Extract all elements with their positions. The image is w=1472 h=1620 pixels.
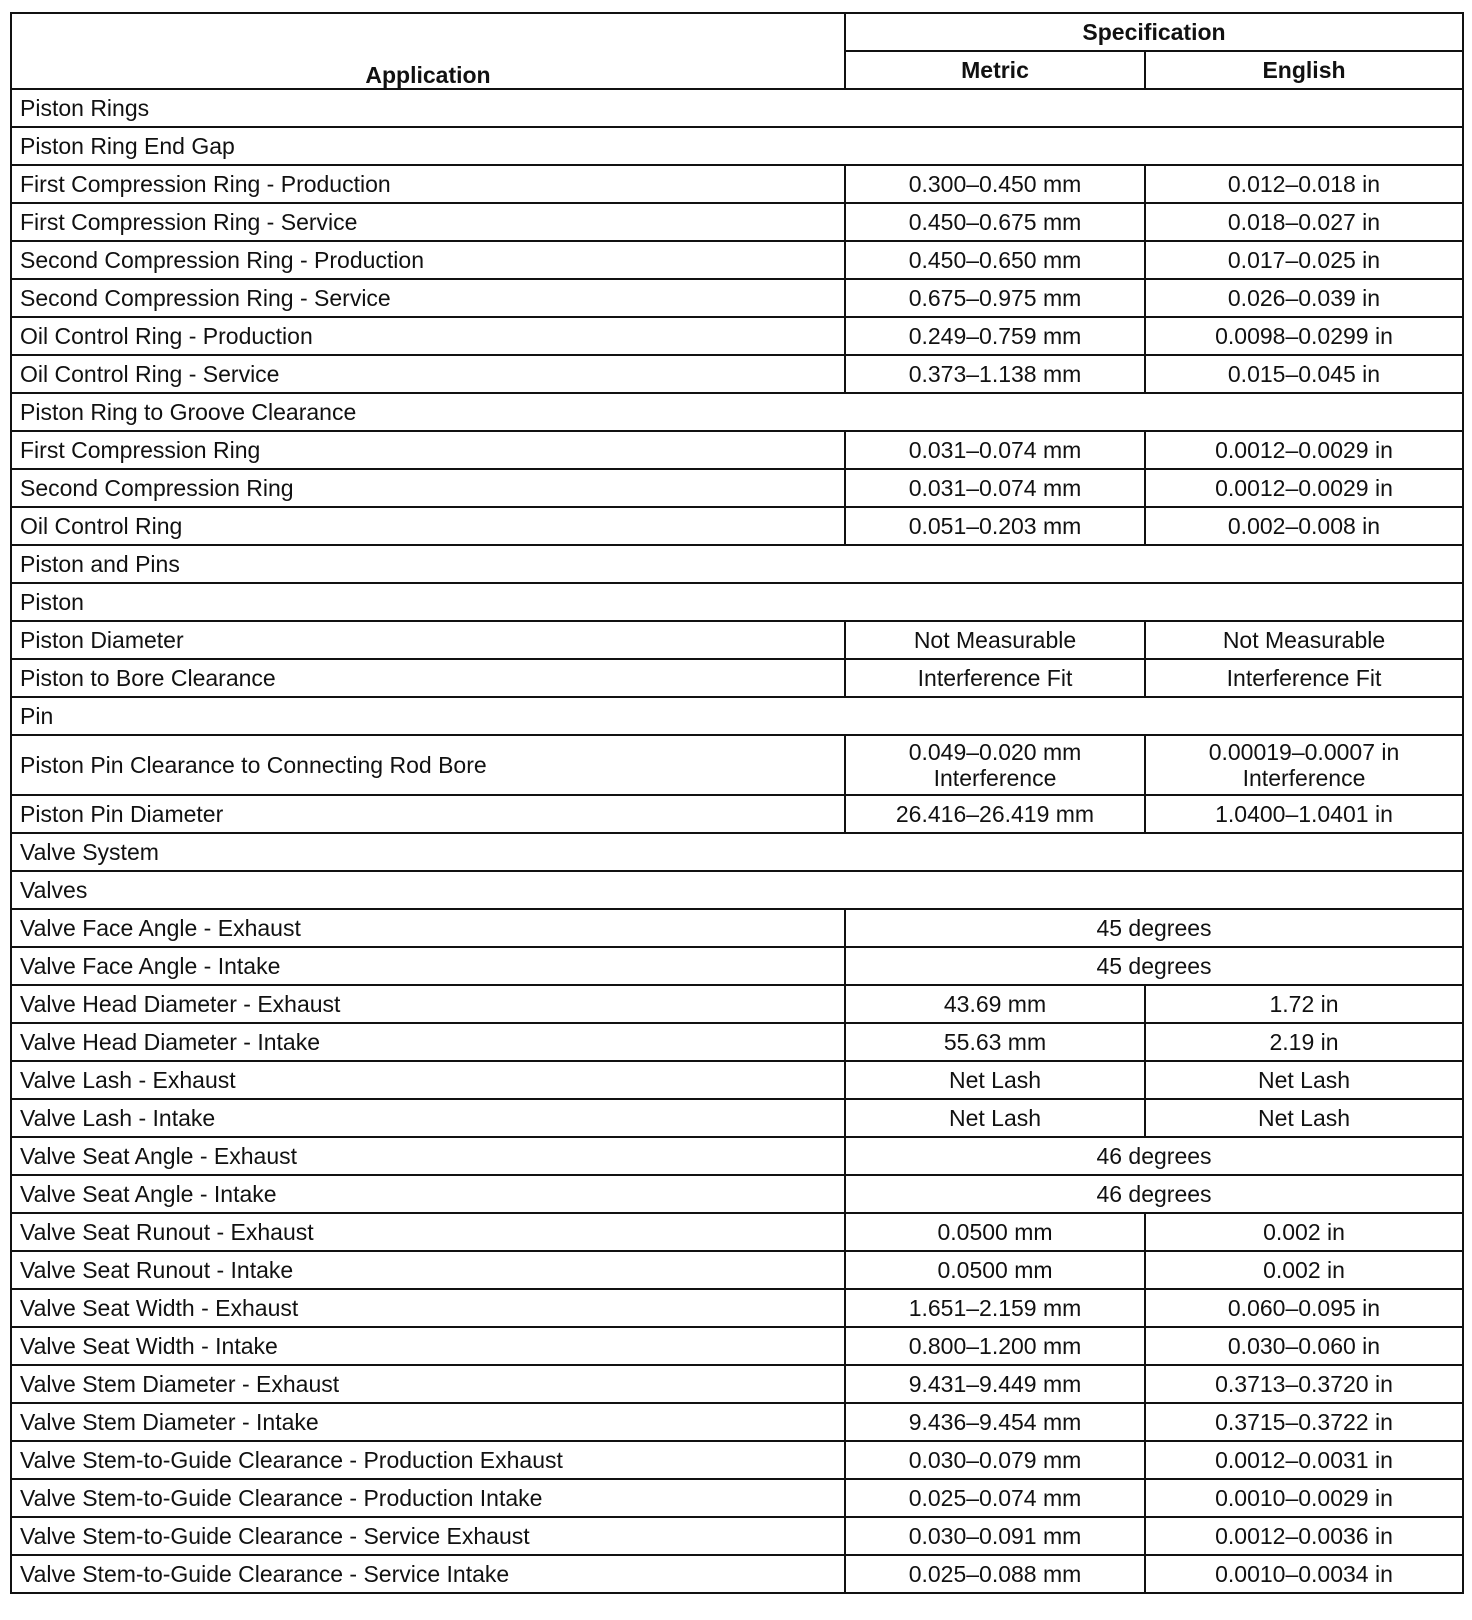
spec-value-cell: 45 degrees	[845, 909, 1463, 947]
metric-cell: 26.416–26.419 mm	[845, 795, 1145, 833]
application-cell: Second Compression Ring - Service	[11, 279, 845, 317]
metric-cell: 0.030–0.091 mm	[845, 1517, 1145, 1555]
metric-value: 0.049–0.020 mm	[908, 739, 1082, 765]
application-cell: Oil Control Ring - Production	[11, 317, 845, 355]
metric-cell: 0.675–0.975 mm	[845, 279, 1145, 317]
section-row	[11, 545, 1463, 583]
table-row	[11, 1175, 1463, 1213]
table-row	[11, 1555, 1463, 1593]
application-cell: Valve Head Diameter - Intake	[11, 1023, 845, 1061]
metric-cell: 0.0500 mm	[845, 1213, 1145, 1251]
application-cell: Valve Seat Angle - Intake	[11, 1175, 845, 1213]
metric-cell: 43.69 mm	[845, 985, 1145, 1023]
metric-cell: 0.450–0.675 mm	[845, 203, 1145, 241]
english-cell: 0.0012–0.0036 in	[1145, 1517, 1463, 1555]
specification-table	[10, 12, 1464, 1594]
english-cell: 0.3715–0.3722 in	[1145, 1403, 1463, 1441]
english-cell: 0.0010–0.0034 in	[1145, 1555, 1463, 1593]
metric-cell: Not Measurable	[845, 621, 1145, 659]
english-cell: 0.0012–0.0031 in	[1145, 1441, 1463, 1479]
spec-sheet	[10, 12, 1462, 1594]
application-cell: First Compression Ring - Service	[11, 203, 845, 241]
application-cell: Valve Stem Diameter - Intake	[11, 1403, 845, 1441]
metric-cell: 0.031–0.074 mm	[845, 431, 1145, 469]
table-row	[11, 1023, 1463, 1061]
table-row	[11, 1403, 1463, 1441]
table-row	[11, 909, 1463, 947]
application-cell: Valve Lash - Exhaust	[11, 1061, 845, 1099]
section-label: Piston	[11, 583, 1463, 621]
english-cell: 0.026–0.039 in	[1145, 279, 1463, 317]
application-cell: Oil Control Ring	[11, 507, 845, 545]
table-row	[11, 947, 1463, 985]
table-row	[11, 1441, 1463, 1479]
metric-cell: Interference Fit	[845, 659, 1145, 697]
english-cell: Net Lash	[1145, 1061, 1463, 1099]
application-cell: Valve Seat Angle - Exhaust	[11, 1137, 845, 1175]
english-cell: 0.012–0.018 in	[1145, 165, 1463, 203]
application-cell: Valve Seat Width - Intake	[11, 1327, 845, 1365]
table-row	[11, 985, 1463, 1023]
metric-cell	[845, 735, 1145, 795]
table-row	[11, 317, 1463, 355]
section-row	[11, 871, 1463, 909]
metric-cell: 0.031–0.074 mm	[845, 469, 1145, 507]
english-cell: 1.72 in	[1145, 985, 1463, 1023]
spec-value-cell: 46 degrees	[845, 1175, 1463, 1213]
metric-column-header: Metric	[845, 51, 1145, 89]
metric-cell: 0.249–0.759 mm	[845, 317, 1145, 355]
metric-cell: 0.800–1.200 mm	[845, 1327, 1145, 1365]
table-row	[11, 795, 1463, 833]
english-cell: 0.0098–0.0299 in	[1145, 317, 1463, 355]
metric-cell: 1.651–2.159 mm	[845, 1289, 1145, 1327]
table-row	[11, 1137, 1463, 1175]
english-cell: 0.002 in	[1145, 1213, 1463, 1251]
english-cell: 0.002 in	[1145, 1251, 1463, 1289]
application-cell: Valve Face Angle - Intake	[11, 947, 845, 985]
table-row	[11, 1479, 1463, 1517]
application-cell: Valve Seat Runout - Intake	[11, 1251, 845, 1289]
english-value: 0.00019–0.0007 in	[1208, 739, 1400, 765]
application-cell: Valve Stem-to-Guide Clearance - Production Intake	[11, 1479, 845, 1517]
spec-value-cell: 45 degrees	[845, 947, 1463, 985]
table-row	[11, 1251, 1463, 1289]
application-cell: Second Compression Ring	[11, 469, 845, 507]
english-cell: Net Lash	[1145, 1099, 1463, 1137]
english-cell: Not Measurable	[1145, 621, 1463, 659]
table-row	[11, 1289, 1463, 1327]
english-cell: 0.0010–0.0029 in	[1145, 1479, 1463, 1517]
application-cell: Valve Face Angle - Exhaust	[11, 909, 845, 947]
table-row	[11, 279, 1463, 317]
spec-value-cell: 46 degrees	[845, 1137, 1463, 1175]
application-cell: Valve Stem-to-Guide Clearance - Service Intake	[11, 1555, 845, 1593]
application-cell: Piston Pin Diameter	[11, 795, 845, 833]
metric-cell: 0.051–0.203 mm	[845, 507, 1145, 545]
section-label: Piston and Pins	[11, 545, 1463, 583]
metric-cell: 0.300–0.450 mm	[845, 165, 1145, 203]
section-row	[11, 833, 1463, 871]
section-label: Valve System	[11, 833, 1463, 871]
section-label: Piston Ring to Groove Clearance	[11, 393, 1463, 431]
english-cell: 0.0012–0.0029 in	[1145, 469, 1463, 507]
metric-cell: 0.0500 mm	[845, 1251, 1145, 1289]
section-label: Piston Rings	[11, 89, 1463, 127]
application-cell: Oil Control Ring - Service	[11, 355, 845, 393]
application-cell: First Compression Ring - Production	[11, 165, 845, 203]
table-row	[11, 1213, 1463, 1251]
application-cell: Piston to Bore Clearance	[11, 659, 845, 697]
application-cell: Piston Pin Clearance to Connecting Rod Bore	[11, 735, 845, 795]
application-cell: Valve Seat Runout - Exhaust	[11, 1213, 845, 1251]
application-cell: Valve Stem Diameter - Exhaust	[11, 1365, 845, 1403]
metric-cell: 9.436–9.454 mm	[845, 1403, 1145, 1441]
table-row	[11, 507, 1463, 545]
english-cell: 2.19 in	[1145, 1023, 1463, 1061]
table-row	[11, 735, 1463, 795]
application-cell: Piston Diameter	[11, 621, 845, 659]
application-cell: Second Compression Ring - Production	[11, 241, 845, 279]
section-row	[11, 697, 1463, 735]
section-label: Piston Ring End Gap	[11, 127, 1463, 165]
english-cell: 0.3713–0.3720 in	[1145, 1365, 1463, 1403]
table-row	[11, 1365, 1463, 1403]
table-row	[11, 1099, 1463, 1137]
table-row	[11, 203, 1463, 241]
application-cell: Valve Lash - Intake	[11, 1099, 845, 1137]
english-cell: 0.030–0.060 in	[1145, 1327, 1463, 1365]
table-row	[11, 1517, 1463, 1555]
english-cell: 0.018–0.027 in	[1145, 203, 1463, 241]
header-row-top	[11, 13, 1463, 51]
english-cell: 0.015–0.045 in	[1145, 355, 1463, 393]
section-row	[11, 89, 1463, 127]
specification-column-header: Specification	[845, 13, 1463, 51]
english-cell: 0.060–0.095 in	[1145, 1289, 1463, 1327]
english-cell: Interference Fit	[1145, 659, 1463, 697]
table-row	[11, 165, 1463, 203]
application-cell: Valve Stem-to-Guide Clearance - Production Exhaust	[11, 1441, 845, 1479]
english-cell: 0.002–0.008 in	[1145, 507, 1463, 545]
metric-cell: 0.025–0.074 mm	[845, 1479, 1145, 1517]
table-row	[11, 469, 1463, 507]
table-row	[11, 659, 1463, 697]
section-row	[11, 393, 1463, 431]
section-row	[11, 583, 1463, 621]
table-row	[11, 241, 1463, 279]
application-cell: Valve Seat Width - Exhaust	[11, 1289, 845, 1327]
metric-cell: 0.450–0.650 mm	[845, 241, 1145, 279]
metric-cell: 0.025–0.088 mm	[845, 1555, 1145, 1593]
table-row	[11, 1061, 1463, 1099]
metric-cell: 0.373–1.138 mm	[845, 355, 1145, 393]
metric-cell: 0.030–0.079 mm	[845, 1441, 1145, 1479]
application-column-header: Application	[11, 13, 845, 89]
table-body	[11, 89, 1463, 1593]
english-cell: 1.0400–1.0401 in	[1145, 795, 1463, 833]
english-note: Interference	[1242, 765, 1366, 791]
english-cell	[1145, 735, 1463, 795]
table-row	[11, 1327, 1463, 1365]
english-column-header: English	[1145, 51, 1463, 89]
metric-cell: Net Lash	[845, 1061, 1145, 1099]
application-cell: Valve Head Diameter - Exhaust	[11, 985, 845, 1023]
section-label: Pin	[11, 697, 1463, 735]
table-row	[11, 355, 1463, 393]
application-cell: First Compression Ring	[11, 431, 845, 469]
metric-cell: Net Lash	[845, 1099, 1145, 1137]
english-cell: 0.017–0.025 in	[1145, 241, 1463, 279]
section-label: Valves	[11, 871, 1463, 909]
table-row	[11, 431, 1463, 469]
table-row	[11, 621, 1463, 659]
section-row	[11, 127, 1463, 165]
application-cell: Valve Stem-to-Guide Clearance - Service Exhaust	[11, 1517, 845, 1555]
metric-note: Interference	[933, 765, 1057, 791]
table-header	[11, 13, 1463, 89]
metric-cell: 55.63 mm	[845, 1023, 1145, 1061]
metric-cell: 9.431–9.449 mm	[845, 1365, 1145, 1403]
english-cell: 0.0012–0.0029 in	[1145, 431, 1463, 469]
